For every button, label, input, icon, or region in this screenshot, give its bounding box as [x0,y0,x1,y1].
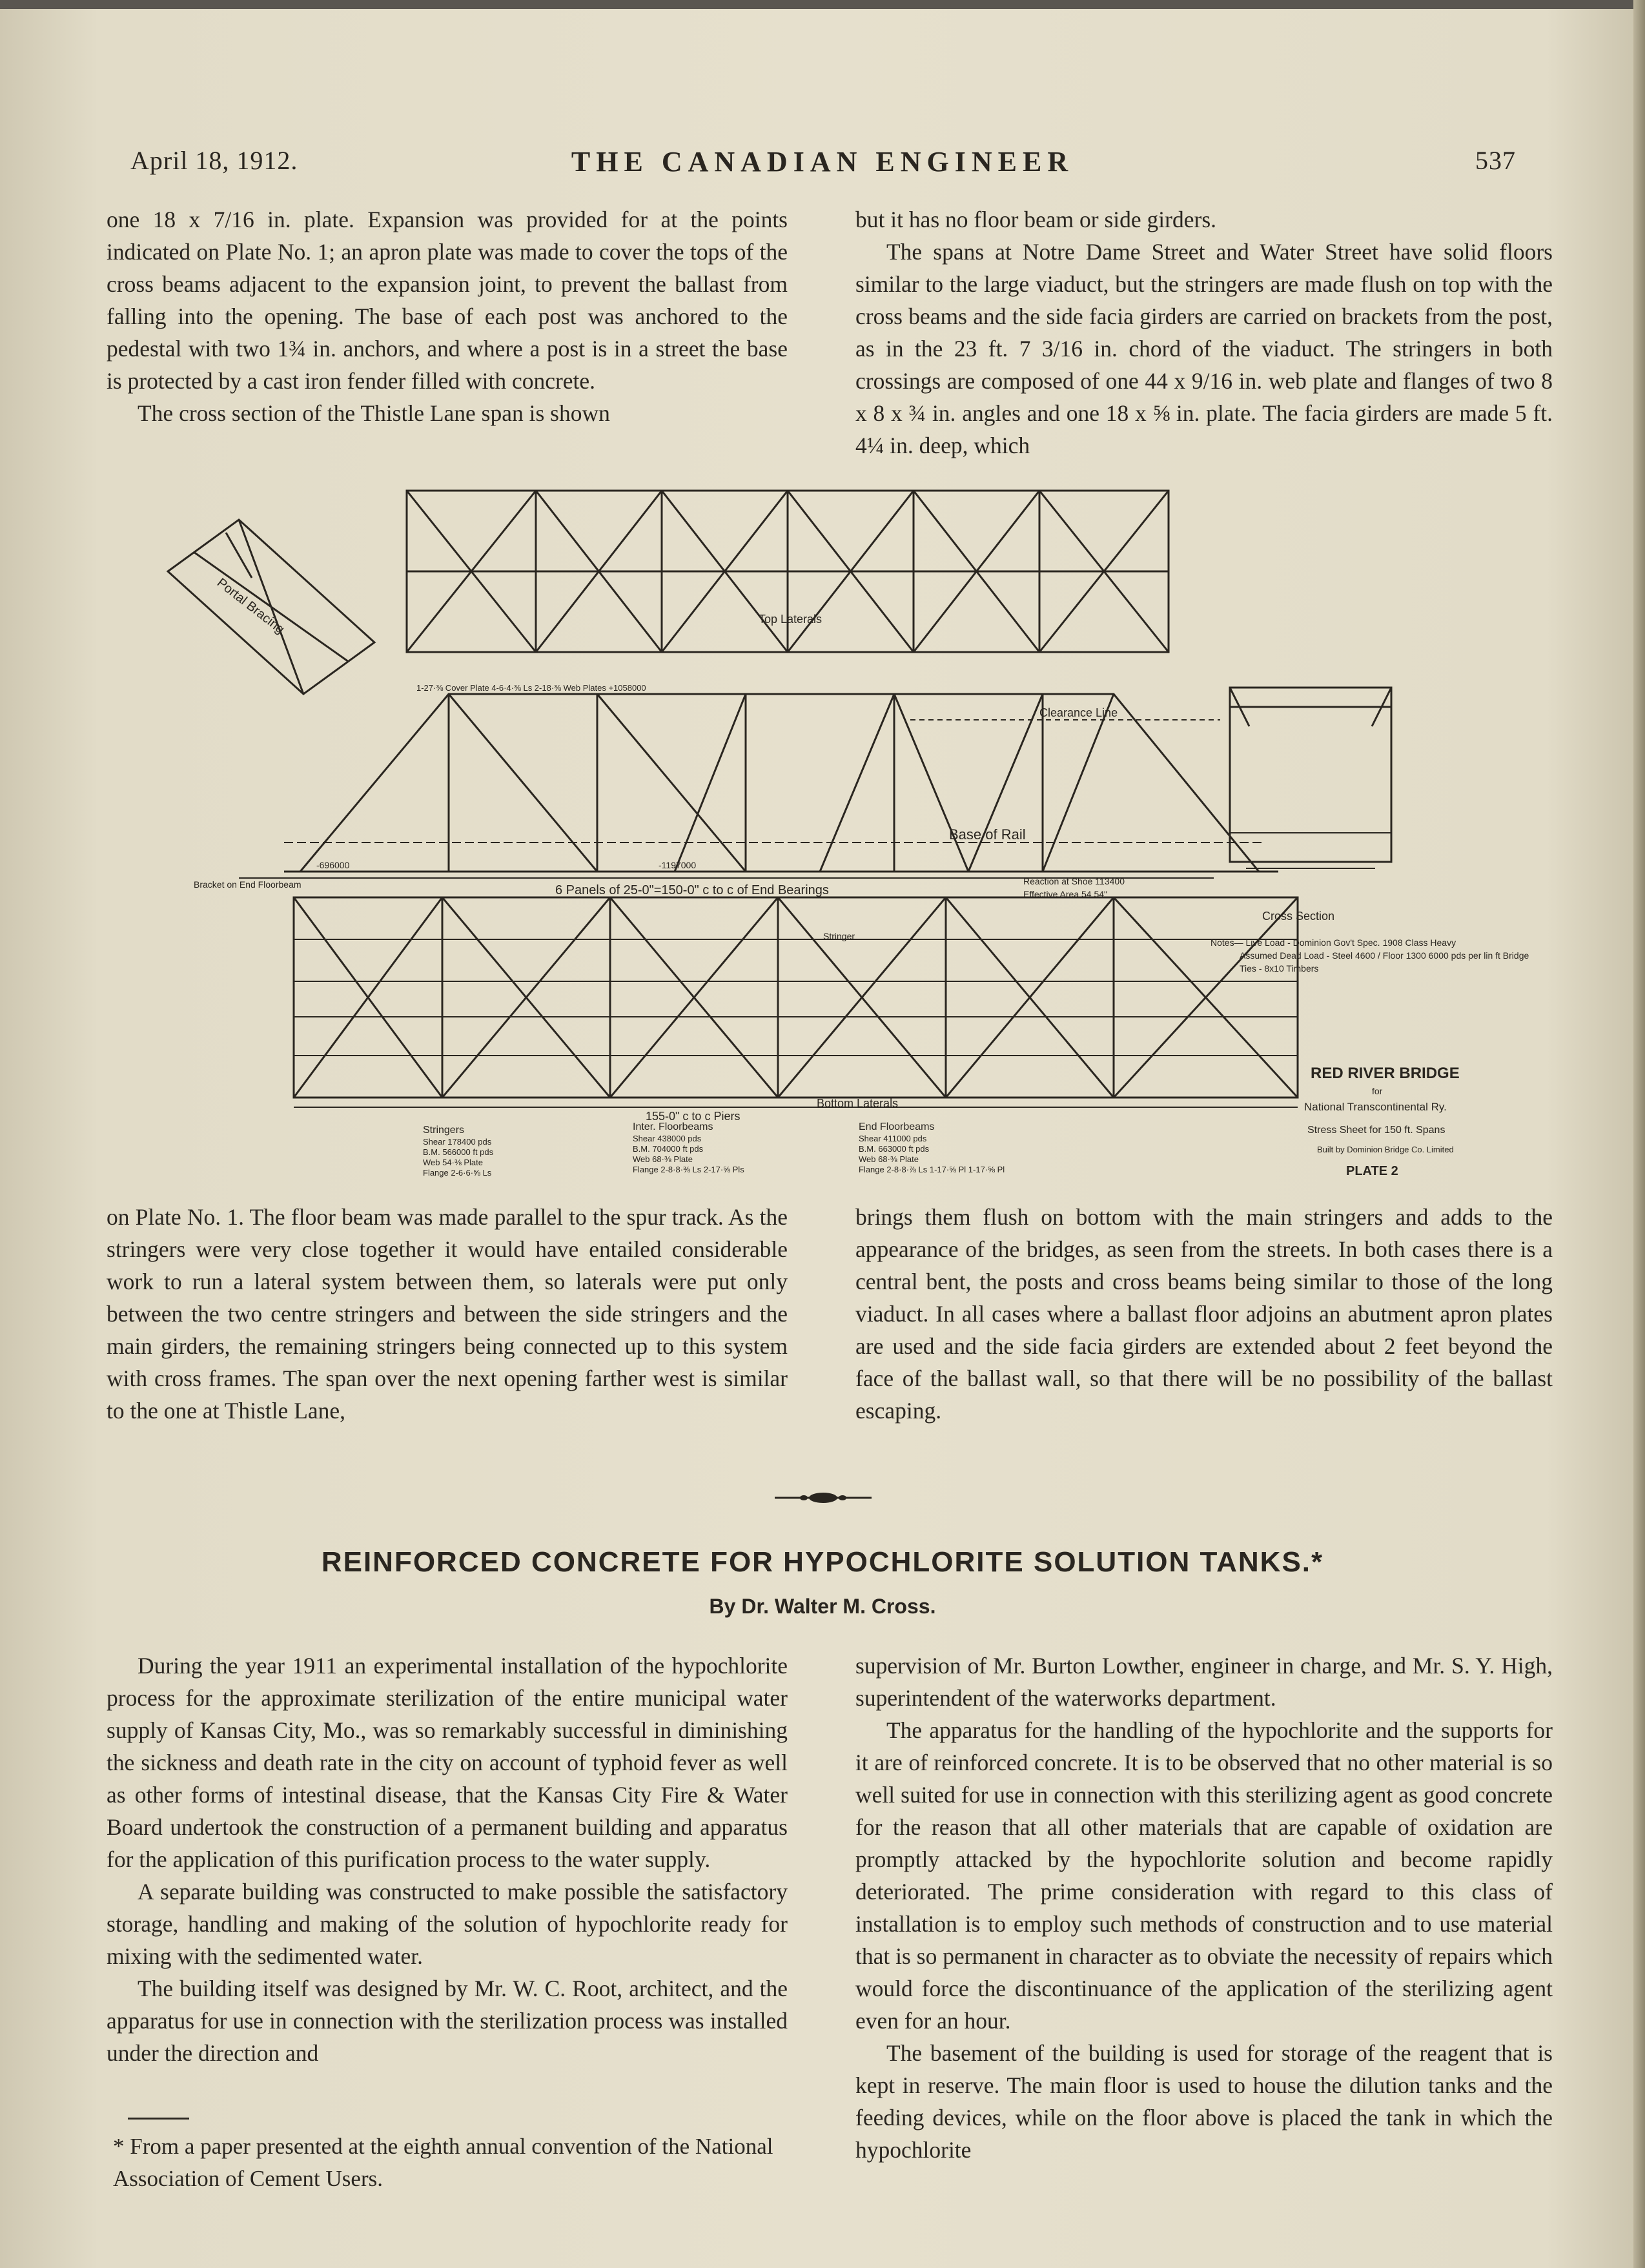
notes-line: Ties - 8x10 Timbers [1240,963,1319,974]
clearance-line-label: Clearance Line [1039,706,1118,719]
bottom-laterals-diagram [294,897,1298,1107]
base-of-rail-label: Base of Rail [949,826,1026,843]
top-right-column [855,203,1553,462]
bridge-stress-sheet-figure [155,481,1549,1191]
stringers-spec: Shear 178400 pds [423,1137,492,1147]
caption-railway: National Transcontinental Ry. [1304,1101,1447,1113]
cross-section-diagram [1230,688,1391,868]
caption-sheet: Stress Sheet for 150 ft. Spans [1307,1125,1446,1136]
bottom-right-column [855,1650,1553,2166]
page-number: 537 [1475,146,1516,175]
paragraph: The apparatus for the handling of the hypochlorite and the supports for it are of reinforced concrete. It is to be observed that no other material is so well suited for use in connection with this sterilizing agent as good concrete for the reason that all other materials that are capable of oxidation are promptly attacked by the hypochlorite solution and become rapidly deteriorated. The prime consideration with regard to this class of installation is to employ such methods of construction and to use material that is so permanent in character as to obviate the necessity of repairs which would force the discontinuance of the application of the sterilizing agent even for an hour. [855,1717,1553,2034]
portal-label: Portal Bracing [214,575,287,637]
end-floorbeams-title: End Floorbeams [859,1121,935,1132]
paragraph: The basement of the building is used for storage of the reagent that is kept in reserve. The main floor is used to house the dilution tanks and the feeding devices, while on the floor above is placed the tank in which the hypochlorite [855,2040,1553,2163]
cross-section-label: Cross Section [1262,910,1335,923]
notes-line: Notes— Live Load - Dominion Gov't Spec. 1908 Class Heavy [1211,937,1456,948]
paragraph: one 18 x 7/16 in. plate. Expansion was provided for at the points indicated on Plate No. 1; an apron plate was made to cover the tops of the cross beams adjacent to the expansion joint, to prevent the ballast from falling into the opening. The base of each post was anchored to the pedestal with two 1¾ in. anchors, and where a post is in a street the base is protected by a cast iron fender filled with concrete. [107,207,788,394]
top-border [0,0,1645,9]
caption-plate: PLATE 2 [1346,1164,1398,1178]
end-floorbeams-spec: B.M. 663000 ft pds [859,1144,930,1154]
mid-left-column [107,1201,788,1427]
inter-floorbeams-spec: B.M. 704000 ft pds [633,1144,704,1154]
top-laterals-label: Top Laterals [759,613,822,626]
issue-date: April 18, 1912. [130,146,298,175]
paragraph: but it has no floor beam or side girders. [855,207,1217,232]
article-byline: By Dr. Walter M. Cross. [709,1595,936,1618]
inter-floorbeams-spec: Flange 2-8·8·⅜ Ls 2-17·⅝ Pls [633,1165,744,1174]
stringers-spec: Web 54·⅜ Plate [423,1158,483,1167]
end-floorbeams-spec: Shear 411000 pds [859,1134,927,1143]
paragraph: The cross section of the Thistle Lane span is shown [138,400,610,426]
inter-floorbeams-spec: Web 68·⅜ Plate [633,1154,693,1164]
inter-floorbeams-spec: Shear 438000 pds [633,1134,702,1143]
caption-title: RED RIVER BRIDGE [1311,1065,1460,1082]
article-title: REINFORCED CONCRETE FOR HYPOCHLORITE SOLUTION TANKS.* [321,1546,1324,1578]
bracket-label: Bracket on End Floorbeam [194,879,301,890]
top-laterals-diagram [407,491,1169,652]
section-ornament [775,1491,872,1504]
mid-right-column [855,1201,1553,1427]
footnote: * From a paper presented at the eighth annual convention of the National Association of Cement Users. [113,2134,773,2191]
end-floorbeams-spec: Web 68·⅜ Plate [859,1154,919,1164]
stringers-spec-title: Stringers [423,1125,465,1136]
reaction-label: Reaction at Shoe 113400 [1023,876,1125,886]
span-piers-label: 155-0" c to c Piers [646,1110,741,1123]
footnote-rule [128,2118,189,2120]
effective-area-label: Effective Area 54.54" [1023,889,1108,899]
page-edge [1633,0,1645,2268]
top-left-column [107,203,788,429]
paragraph: The building itself was designed by Mr. W. C. Root, architect, and the apparatus for use in connection with the sterilization process was installed under the direction and [107,1976,788,2066]
paragraph: brings them flush on bottom with the main stringers and adds to the appearance of the bridges, as seen from the streets. In both cases there is a central bent, the posts and cross beams being similar to those of the long viaduct. In all cases where a ballast floor adjoins an abutment apron plates are used and the side facia girders are extended about 2 feet beyond the face of the ballast wall, so that there will be no possibility of the ballast escaping. [855,1204,1553,1424]
truss-elevation-diagram [239,694,1278,878]
inter-floorbeams-title: Inter. Floorbeams [633,1121,713,1132]
stringer-label: Stringer [823,931,855,941]
bottom-chord-load: -1197000 [659,860,697,870]
notes-line: Assumed Dead Load - Steel 4600 / Floor 1300 6000 pds per lin ft Bridge [1240,950,1529,961]
panels-label: 6 Panels of 25-0"=150-0" c to c of End Bearings [555,883,829,897]
stringers-spec: B.M. 566000 ft pds [423,1147,494,1157]
caption-for: for [1372,1086,1383,1096]
paragraph: During the year 1911 an experimental installation of the hypochlorite process for the approximate sterilization of the entire municipal water supply of Kansas City, Mo., was so remarkably successful in diminishing the sickness and death rate in the city on account of typhoid fever as well as other forms of intestinal disease, that the Kansas City Fire & Water Board undertook the construction of a permanent building and apparatus for the application of this purification process to the water supply. [107,1653,788,1872]
paragraph: The spans at Notre Dame Street and Water Street have solid floors similar to the large viaduct, but the stringers are made flush on top with the cross beams and the side facia girders are carried on brackets from the post, as in the 23 ft. 7 3/16 in. chord of the viaduct. The stringers in both crossings are composed of one 44 x 9/16 in. web plate and flanges of two 8 x 8 x ¾ in. angles and one 18 x ⅝ in. plate. The facia girders are made 5 ft. 4¼ in. deep, which [855,239,1553,458]
bottom-left-column [107,1650,788,2069]
bottom-laterals-label: Bottom Laterals [817,1097,899,1110]
paragraph: on Plate No. 1. The floor beam was made parallel to the spur track. As the stringers were very close together it would have entailed considerable work to run a lateral system between them, so laterals were put only between the two centre stringers and between the side stringers and the main girders, the remaining stringers being connected up to this system with cross frames. The span over the next opening farther west is similar to the one at Thistle Lane, [107,1204,788,1424]
stringers-spec: Flange 2-6·6·⅝ Ls [423,1168,492,1178]
top-chord-note: 1-27·⅜ Cover Plate 4-6·4·⅜ Ls 2-18·⅜ Web Plates +1058000 [416,683,646,693]
journal-title: THE CANADIAN ENGINEER [571,146,1074,178]
paragraph: A separate building was constructed to make possible the satisfactory storage, handling and making of the solution of hypochlorite ready for mixing with the sedimented water. [107,1879,788,1969]
portal-bracing-diagram [168,520,374,694]
end-floorbeams-spec: Flange 2-8·8·⅞ Ls 1-17·⅝ Pl 1-17·⅝ Pl [859,1165,1005,1174]
paragraph: supervision of Mr. Burton Lowther, engineer in charge, and Mr. S. Y. High, superintendent of the waterworks department. [855,1653,1553,1711]
end-load: -696000 [316,860,350,870]
caption-builder: Built by Dominion Bridge Co. Limited [1317,1145,1454,1154]
